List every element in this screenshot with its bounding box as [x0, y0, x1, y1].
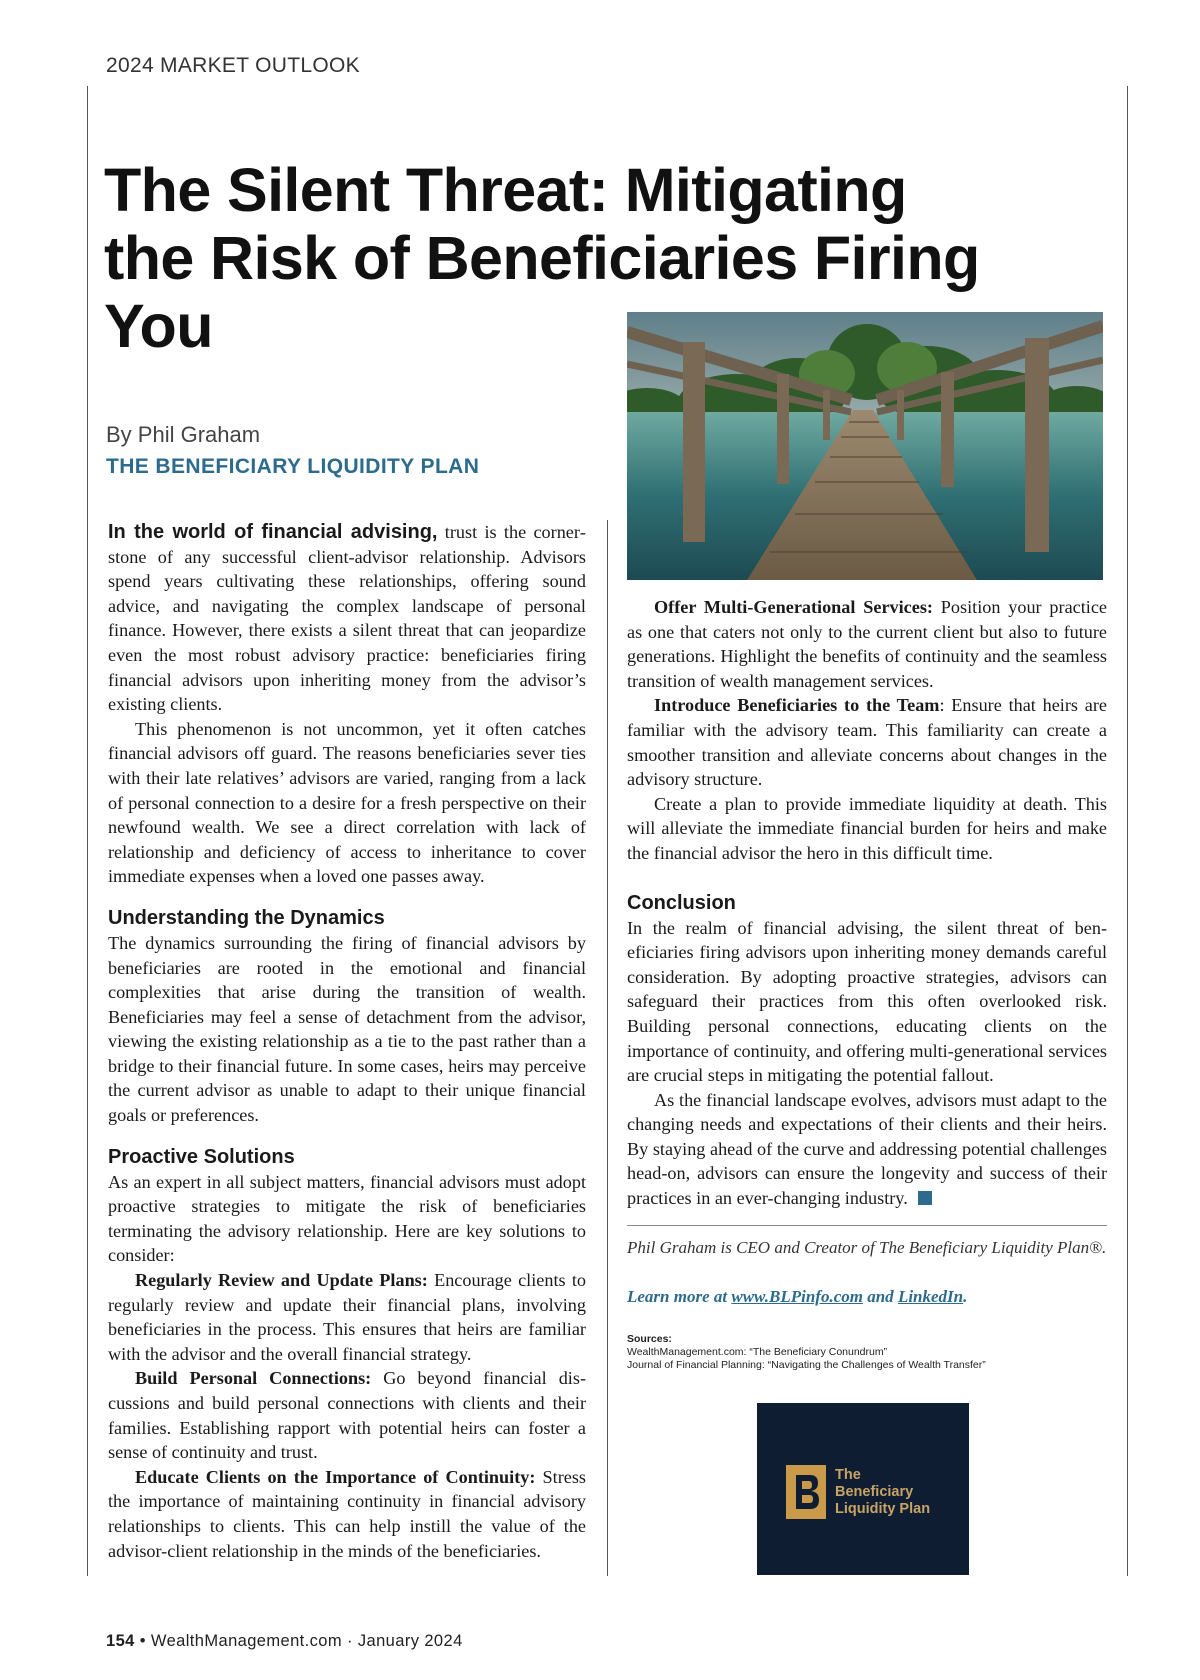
heading-dynamics: Understanding the Dynamics [108, 906, 385, 929]
column-divider [607, 520, 608, 1576]
intro-text: trust is the cornerstone of any successful client-advisor relationship. Advisors spend years cultivating these relationships, offering sound advice, and navigating the complex landscape of personal finance. However, there exists a silent threat that can jeopardize even the most robust advisory practice: beneficiaries firing financial advisors upon inheriting money from the advisor’s existing clients. [108, 522, 586, 715]
logo-line: Beneficiary [835, 1484, 914, 1500]
solution-personal-connections [108, 1366, 586, 1464]
source-item: Journal of Financial Planning: “Navigating the Challenges of Wealth Transfer” [627, 1359, 986, 1371]
company-logo [757, 1403, 969, 1575]
left-column [108, 520, 586, 1563]
bio-divider [627, 1225, 1107, 1226]
solution-title: Regularly Review and Update Plans: [135, 1270, 428, 1291]
solution-text: Position your practice as one that caters not only to the current client but also to future generations. Highlight the benefits of continuity and the seamless transition of wealth management services. [627, 597, 1107, 691]
learn-more [627, 1287, 1107, 1307]
logo-text [835, 1467, 930, 1518]
paragraph-conclusion-2 [627, 1088, 1107, 1211]
learn-more-middle: and [862, 1287, 898, 1306]
linkedin-link[interactable]: LinkedIn [897, 1287, 964, 1306]
paragraph-liquidity: Create a plan to provide immediate liquidity at death. This will alleviate the immediate financial burden for heirs and make the financial advisor the hero in this difficult time. [627, 793, 1107, 863]
footer-text: WealthManagement.com · January 2024 [150, 1632, 463, 1650]
author-bio: Phil Graham is CEO and Creator of The Beneficiary Liquidity Plan®. [627, 1238, 1107, 1257]
solution-text: : Ensure that heirs are familiar with the advisory team. This familiarity can create a smoother transition and alleviate concerns about changes in the advisory structure. [627, 695, 1107, 790]
organization-name: THE BENEFICIARY LIQUIDITY PLAN [106, 455, 480, 478]
paragraph-dynamics: The dynamics surrounding the firing of financial advisors by beneficiaries are rooted in the emotional and financial complexities that arise during the transition of wealth. Beneficiaries may feel a sense of detachment from the advisor, viewing the existing relationship as a tie to the past rather than a bridge to their financial future. In some cases, heirs may perceive the current advisor as unable to adapt to their unique financial goals or preferences. [108, 932, 586, 1126]
page-number: 154 [106, 1632, 135, 1650]
solution-multigenerational [627, 595, 1107, 693]
solution-title: Build Personal Connections: [135, 1368, 372, 1389]
learn-more-suffix: . [963, 1287, 968, 1306]
solution-text: Stress the importance of maintaining continuity in financial advisory relationships to clients. This can help instill the value of the advisor-client relationship in the minds of the beneficiaries. [108, 1466, 586, 1561]
heading-proactive: Proactive Solutions [108, 1145, 295, 1168]
heading-conclusion: Conclusion [627, 891, 736, 914]
byline: By Phil Graham [106, 422, 261, 447]
bridge-photo [627, 312, 1103, 580]
section-label: 2024 MARKET OUTLOOK [106, 54, 360, 77]
intro-paragraph [108, 520, 586, 717]
footer-bullet: • [139, 1632, 146, 1650]
solution-introduce-team [627, 693, 1107, 791]
solution-review-plans [108, 1268, 586, 1366]
solution-continuity [108, 1465, 586, 1563]
solution-text: Encourage clients to regularly review and update their financial plans, involving beneficiaries in the process. This ensures that heirs are familiar with the advisor and the overall financial strategy. [108, 1270, 586, 1364]
logo-mark-icon [786, 1465, 826, 1519]
intro-lead: In the world of financial advising, [108, 521, 438, 543]
logo-line: Liquidity Plan [835, 1501, 931, 1517]
paragraph-phenomenon: This phenomenon is not uncommon, yet it often catches financial advisors off guard. The reasons beneficiaries sever ties with their late relatives’ advisors are varied, ranging from a lack of personal connection to a desire for a fresh perspective on their newfound wealth. We see a direct correlation with lack of relationship and deficiency of access to inheritance to cover immediate expenses when a loved one passes away. [108, 718, 586, 887]
paragraph-conclusion-1: In the realm of financial advising, the silent threat of beneficiaries firing advisors upon inheriting money demands careful consideration. By adopting proactive strategies, advisors can safeguard their practices from this often overlooked risk. Building personal connections, educating clients on the importance of continuity, and offering multi-generational services are crucial steps in mitigating the potential fallout. [627, 917, 1107, 1086]
website-link[interactable]: www.BLPinfo.com [731, 1287, 863, 1306]
solution-title: Offer Multi-Generational Services: [654, 597, 933, 617]
solution-title: Introduce Beneficiaries to the Team [654, 695, 940, 716]
source-item: WealthManagement.com: “The Beneficiary Conundrum” [627, 1346, 888, 1358]
paragraph-proactive: As an expert in all subject matters, financial advisors must adopt proactive strategies to mitigate the risk of beneficiaries terminating the advisory relationship. Here are key solutions to consider: [108, 1171, 586, 1266]
solution-text: Go beyond financial discussions and build personal connections with clients and their families. Establishing rapport with potential heirs can foster a sense of continuity and trust. [108, 1368, 586, 1463]
sources [627, 1333, 1107, 1372]
right-rule [1127, 86, 1128, 1576]
page-footer [106, 1632, 463, 1651]
end-mark-icon [918, 1191, 932, 1205]
sources-heading: Sources: [627, 1333, 672, 1345]
left-rule [87, 86, 88, 1576]
conclusion-text: As the financial landscape evolves, advisors must adapt to the changing needs and expectations of their clients and their heirs. By staying ahead of the curve and addressing potential challenges head-on, advisors can ensure the longevity and success of their practices in an ever-changing industry. [627, 1089, 1107, 1209]
headline: The Silent Threat: Mitigating the Risk of Beneficiaries Firing You [104, 156, 980, 360]
learn-more-prefix: Learn more at [627, 1287, 732, 1306]
solution-title: Educate Clients on the Importance of Continuity: [135, 1466, 536, 1487]
right-column [627, 595, 1107, 1211]
logo-line: The [835, 1467, 861, 1483]
